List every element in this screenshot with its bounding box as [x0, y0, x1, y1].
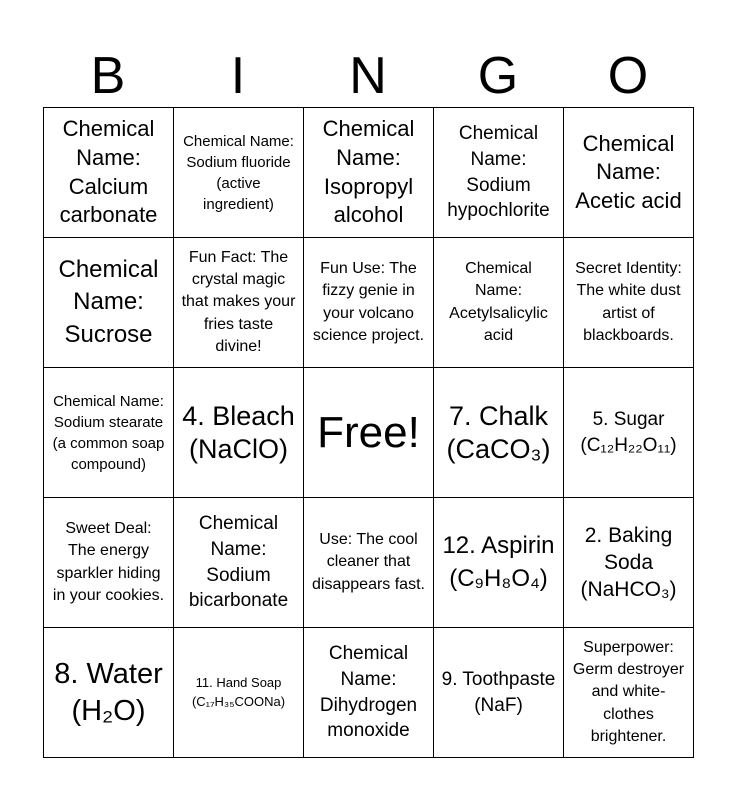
bingo-cell[interactable] — [174, 498, 304, 628]
cell-text: 7. Chalk (CaCO₃) — [446, 401, 551, 464]
bingo-cell[interactable] — [434, 498, 564, 628]
bingo-cell[interactable] — [174, 108, 304, 238]
cell-text: Chemical Name: Acetic acid — [575, 130, 682, 213]
cell-text: Chemical Name: Dihydrogen monoxide — [319, 643, 418, 742]
bingo-cell[interactable] — [304, 238, 434, 368]
header-letter-b: B — [90, 47, 126, 105]
cell-text: 4. Bleach (NaClO) — [182, 401, 295, 464]
cell-text: Chemical Name: Sodium fluoride (active ingredient) — [183, 132, 294, 213]
cell-text: Chemical Name: Acetylsalicylic acid — [449, 259, 548, 344]
header-letter-i: I — [230, 47, 246, 105]
bingo-cell[interactable] — [44, 238, 174, 368]
bingo-cell[interactable] — [44, 108, 174, 238]
bingo-cell[interactable] — [174, 628, 304, 758]
cell-text: 12. Aspirin (C₉H₈O₄) — [442, 532, 555, 592]
bingo-cell[interactable] — [304, 628, 434, 758]
header-letter-g: G — [477, 47, 519, 105]
cell-text: 8. Water (H₂O) — [54, 658, 163, 727]
bingo-cell[interactable] — [564, 108, 694, 238]
bingo-cell[interactable] — [434, 238, 564, 368]
cell-text: Fun Use: The fizzy genie in your volcano science project. — [312, 259, 425, 344]
bingo-cell[interactable] — [44, 628, 174, 758]
bingo-cell[interactable] — [434, 368, 564, 498]
bingo-cell[interactable] — [434, 108, 564, 238]
cell-text: Chemical Name: Sucrose — [58, 255, 159, 348]
bingo-cell[interactable] — [44, 498, 174, 628]
cell-text: 9. Toothpaste (NaF) — [441, 668, 556, 716]
bingo-grid — [43, 107, 694, 758]
bingo-cell[interactable] — [174, 368, 304, 498]
cell-text: Chemical Name: Isopropyl alcohol — [322, 116, 415, 228]
bingo-cell[interactable] — [304, 498, 434, 628]
cell-text: Secret Identity: The white dust artist of blackboards. — [575, 259, 682, 344]
cell-text: 11. Hand Soap (C₁₇H₃₅COONa) — [191, 674, 286, 709]
cell-text: Chemical Name: Sodium stearate (a common soap compound) — [52, 392, 165, 473]
bingo-cell[interactable] — [564, 368, 694, 498]
header-letter-n: N — [349, 47, 387, 105]
bingo-cell[interactable] — [304, 108, 434, 238]
free-space-label: Free! — [317, 407, 420, 457]
bingo-cell[interactable] — [434, 628, 564, 758]
cell-text: Chemical Name: Sodium bicarbonate — [188, 513, 289, 612]
cell-text: 2. Baking Soda (NaHCO₃) — [580, 523, 677, 602]
cell-text: Use: The cool cleaner that disappears fast. — [312, 530, 425, 593]
cell-text: Sweet Deal: The energy sparkler hiding in your cookies. — [52, 519, 165, 604]
free-space[interactable] — [304, 368, 434, 498]
cell-text: Chemical Name: Sodium hypochlorite — [447, 123, 550, 222]
bingo-cell[interactable] — [44, 368, 174, 498]
cell-text: 5. Sugar (C₁₂H₂₂O₁₁) — [580, 408, 677, 456]
bingo-header — [43, 44, 693, 108]
header-letter-o: O — [607, 47, 649, 105]
cell-text: Superpower: Germ destroyer and white-clothes brightener. — [572, 638, 685, 746]
bingo-cell[interactable] — [564, 238, 694, 368]
bingo-cell[interactable] — [174, 238, 304, 368]
cell-text: Fun Fact: The crystal magic that makes your fries taste divine! — [181, 248, 296, 356]
bingo-cell[interactable] — [564, 498, 694, 628]
bingo-cell[interactable] — [564, 628, 694, 758]
cell-text: Chemical Name: Calcium carbonate — [59, 116, 158, 228]
